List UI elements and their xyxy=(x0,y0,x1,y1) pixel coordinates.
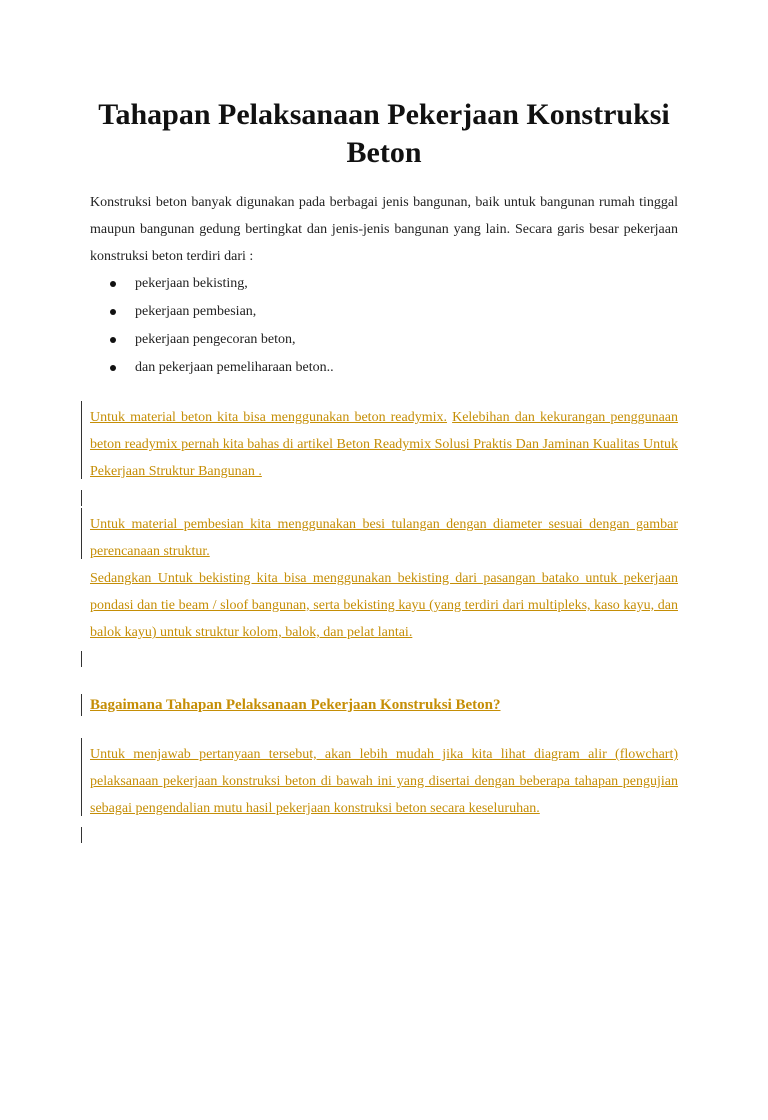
formwork-paragraph xyxy=(90,565,678,646)
intro-paragraph: Konstruksi beton banyak digunakan pada berbagai jenis bangunan, baik untuk bangunan rumah tinggal maupun bangunan gedung bertingkat dan jenis-jenis bangunan yang lain. Secara garis besar pekerjaan konstruksi beton terdiri dari : xyxy=(90,195,678,264)
editor-margin-bar xyxy=(81,508,82,559)
reinforcement-link[interactable]: Untuk material pembesian kita menggunakan besi tulangan dengan diameter sesuai dengan gambar perencanaan struktur. xyxy=(90,517,678,559)
document-title: Tahapan Pelaksanaan Pekerjaan Konstruksi Beton xyxy=(98,98,670,169)
readymix-article-link[interactable]: Kelebihan dan kekurangan penggunaan beton readymix pernah kita bahas di artikel Beton Readymix Solusi Praktis Dan Jaminan Kualitas Untuk Pekerjaan Struktur Bangunan . xyxy=(90,410,678,479)
editor-margin-bar xyxy=(81,401,82,479)
list-item: pekerjaan pengecoran beton, xyxy=(135,326,678,354)
section-heading-block xyxy=(90,694,678,716)
text-cursor xyxy=(81,490,82,506)
flowchart-intro-block xyxy=(90,741,678,822)
editor-margin-bar xyxy=(81,738,82,816)
text-cursor xyxy=(81,651,82,667)
editor-margin-bar xyxy=(81,694,82,716)
reinforcement-paragraph xyxy=(90,511,678,565)
readymix-link-block xyxy=(90,404,678,485)
section-heading-link[interactable]: Bagaimana Tahapan Pelaksanaan Pekerjaan Konstruksi Beton? xyxy=(90,697,501,713)
list-item: dan pekerjaan pemeliharaan beton.. xyxy=(135,354,678,382)
work-stages-list xyxy=(90,270,678,382)
document-page xyxy=(0,96,768,1120)
list-item: pekerjaan pembesian, xyxy=(135,298,678,326)
text-cursor xyxy=(81,827,82,843)
reinforcement-formwork-block xyxy=(90,511,678,646)
flowchart-intro-link[interactable]: Untuk menjawab pertanyaan tersebut, akan lebih mudah jika kita lihat diagram alir (flowchart) pelaksanaan pekerjaan konstruksi beton di bawah ini yang disertai dengan beberapa tahapan pengujian sebagai pengendalian mutu hasil pekerjaan konstruksi beton secara keseluruhan. xyxy=(90,747,678,816)
readymix-link[interactable]: Untuk material beton kita bisa menggunakan beton readymix. xyxy=(90,410,448,425)
list-item: pekerjaan bekisting, xyxy=(135,270,678,298)
formwork-link[interactable]: Sedangkan Untuk bekisting kita bisa menggunakan bekisting dari pasangan batako untuk pekerjaan pondasi dan tie beam / sloof bangunan, serta bekisting kayu (yang terdiri dari multipleks, kaso kayu, dan balok kayu) untuk struktur kolom, balok, dan pelat lantai. xyxy=(90,571,678,640)
